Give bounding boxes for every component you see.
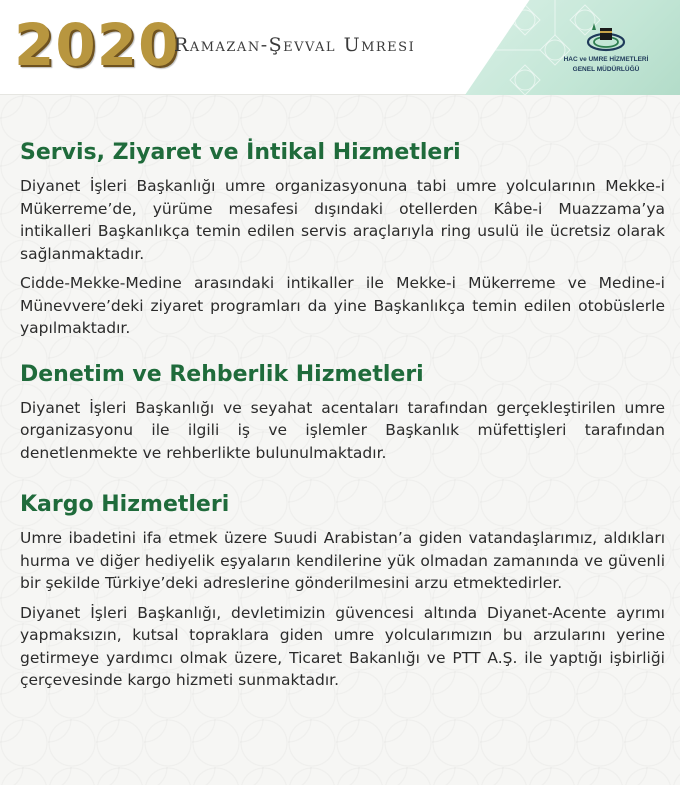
section-cargo-services <box>20 490 665 692</box>
section-transport-services <box>20 138 665 340</box>
year-title: 2020 <box>14 11 180 79</box>
section-inspection-services <box>20 360 665 465</box>
section-paragraph: Diyanet İşleri Başkanlığı umre organizasyonuna tabi umre yolcularının Mekke-i Mükerreme’de, yürüme mesafesi dışındaki otellerden Kâbe-i Muazzama’ya intikalleri Başkanlıkça temin edilen servis araçlarıyla ring usulü ile ücretsiz olarak sağlanmaktadır. <box>20 177 665 263</box>
institution-logo <box>546 20 666 86</box>
section-paragraph: Diyanet İşleri Başkanlığı ve seyahat acentaları tarafından gerçekleştirilen umre organizasyonu ile ilgili iş ve işlemler Başkanlık müfettişleri tarafından denetlenmekte ve rehberlikte bulunulmaktadır. <box>20 398 665 462</box>
page-subtitle: Ramazan-Şevval Umresi <box>174 34 416 56</box>
section-heading: Servis, Ziyaret ve İntikal Hizmetleri <box>20 140 461 165</box>
logo-line-2: GENEL MÜDÜRLÜĞÜ <box>572 66 640 73</box>
logo-line-1: HAC ve UMRE HİZMETLERİ <box>563 56 649 63</box>
section-heading: Kargo Hizmetleri <box>20 492 230 517</box>
section-paragraph: Diyanet İşleri Başkanlığı, devletimizin güvencesi altında Diyanet-Acente ayrımı yapmaksızın, kutsal topraklara giden umre yolcularımızın bu arzularını yerine getirmeye yardımcı olmak üzere, Ticaret Bakanlığı ve PTT A.Ş. ile yaptığı işbirliği çerçevesinde kargo hizmeti sunmaktadır. <box>20 603 665 689</box>
section-paragraph: Umre ibadetini ifa etmek üzere Suudi Arabistan’a giden vatandaşlarımız, aldıkları hurma ve diğer hediyelik eşyaların kendilerine yük olmadan zamanında ve güvenli bir şekilde Türkiye’deki adreslerine gönderilmesini arzu etmektedirler. <box>20 529 665 592</box>
section-paragraph: Cidde-Mekke-Medine arasındaki intikaller ile Mekke-i Mükerreme ve Medine-i Münevvere’deki ziyaret programları da yine Başkanlıkça temin edilen otobüslerle yapılmaktadır. <box>20 274 665 337</box>
kaaba-emblem-icon <box>586 20 626 54</box>
section-heading: Denetim ve Rehberlik Hizmetleri <box>20 361 424 387</box>
page-header <box>0 0 680 95</box>
main-content <box>20 138 665 699</box>
